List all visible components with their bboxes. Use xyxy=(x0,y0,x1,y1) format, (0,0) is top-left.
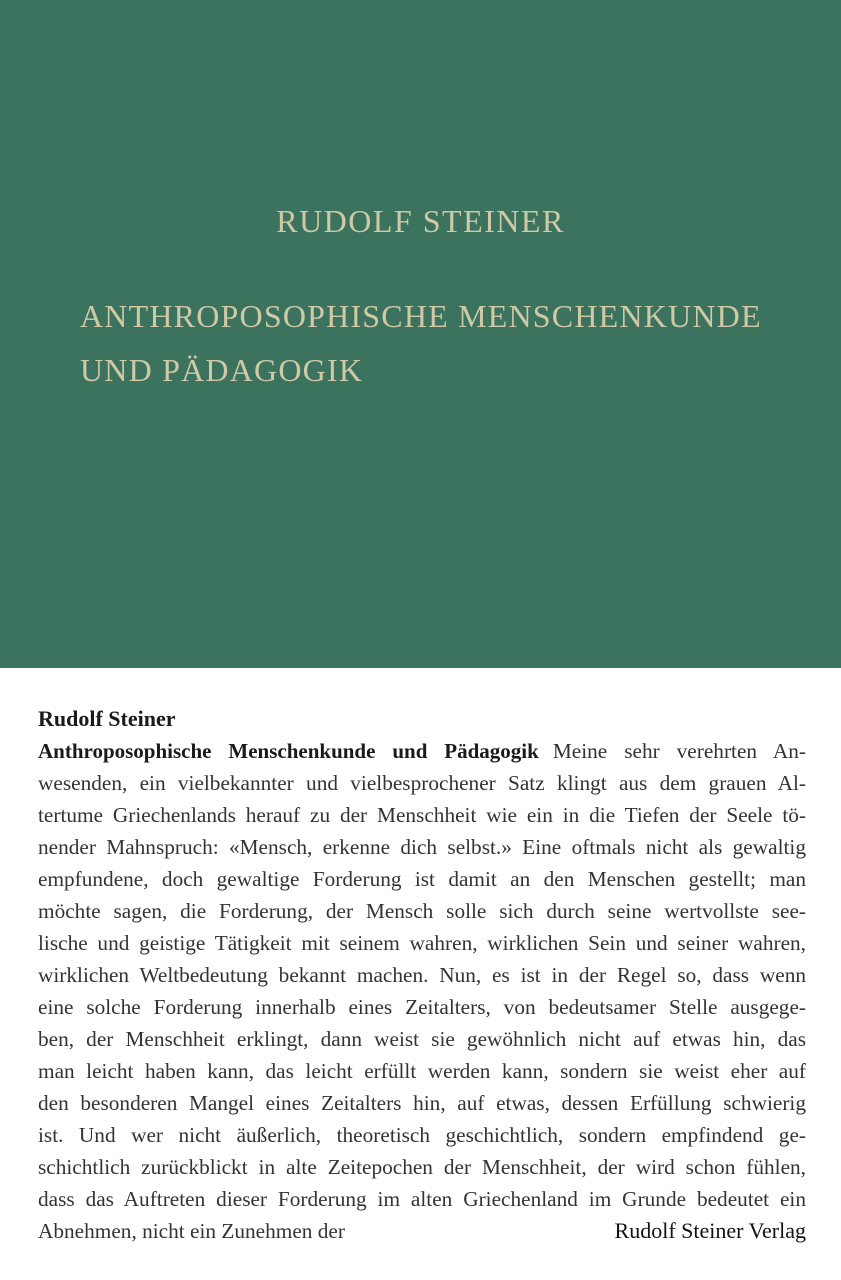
blurb-line: möchte sagen, die Forderung, der Mensch solle sich durch seine wertvollste see- xyxy=(38,899,806,923)
blurb-text xyxy=(38,735,806,1247)
blurb-line: man leicht haben kann, das leicht erfüllt werden kann, sondern sie weist eher auf xyxy=(38,1059,806,1083)
blurb-line: nender Mahnspruch: «Mensch, erkenne dich selbst.» Eine oftmals nicht als gewaltig xyxy=(38,835,806,859)
blurb-line: den besonderen Mangel eines Zeitalters hin, auf etwas, dessen Erfüllung schwierig xyxy=(38,1091,806,1115)
blurb-line: dass das Auftreten dieser Forderung im alten Griechenland im Grunde bedeutet ein xyxy=(38,1187,806,1211)
blurb-line: ben, der Menschheit erklingt, dann weist sie gewöhnlich nicht auf etwas hin, das xyxy=(38,1027,806,1051)
blurb-line: wesenden, ein vielbekannter und vielbesprochener Satz klingt aus dem grauen Al- xyxy=(38,771,806,795)
blurb-author: Rudolf Steiner xyxy=(38,706,176,731)
cover-title xyxy=(80,289,780,397)
cover-title-line-1: ANTHROPOSOPHISCHE MENSCHENKUNDE xyxy=(80,298,762,334)
blurb-book-title: Anthroposophische Menschenkunde und Pädagogik xyxy=(38,739,539,763)
cover-author: RUDOLF STEINER xyxy=(276,203,565,239)
blurb-line: eine solche Forderung innerhalb eines Zeitalters, von bedeutsamer Stelle ausgege- xyxy=(38,995,806,1019)
blurb-line-text: Meine sehr verehrten An- xyxy=(552,739,806,763)
blurb-line: Abnehmen, nicht ein Zunehmen der xyxy=(38,1219,345,1243)
blurb-line: schichtlich zurückblickt in alte Zeitepochen der Menschheit, der wird schon fühlen, xyxy=(38,1155,806,1179)
blurb-line: wirklichen Weltbedeutung bekannt machen. Nun, es ist in der Regel so, dass wenn xyxy=(38,963,806,987)
publisher-name: Rudolf Steiner Verlag xyxy=(614,1218,806,1243)
blurb-line xyxy=(38,735,806,767)
blurb-line: empfundene, doch gewaltige Forderung ist damit an den Menschen gestellt; man xyxy=(38,867,806,891)
cover-title-line-2: UND PÄDAGOGIK xyxy=(80,352,364,388)
blurb-line: tertume Griechenlands herauf zu der Menschheit wie ein in die Tiefen der Seele tö- xyxy=(38,803,806,827)
blurb-line: lische und geistige Tätigkeit mit seinem wahren, wirklichen Sein und seiner wahren, xyxy=(38,931,806,955)
blurb-line: ist. Und wer nicht äußerlich, theoretisch geschichtlich, sondern empfindend ge- xyxy=(38,1123,806,1147)
